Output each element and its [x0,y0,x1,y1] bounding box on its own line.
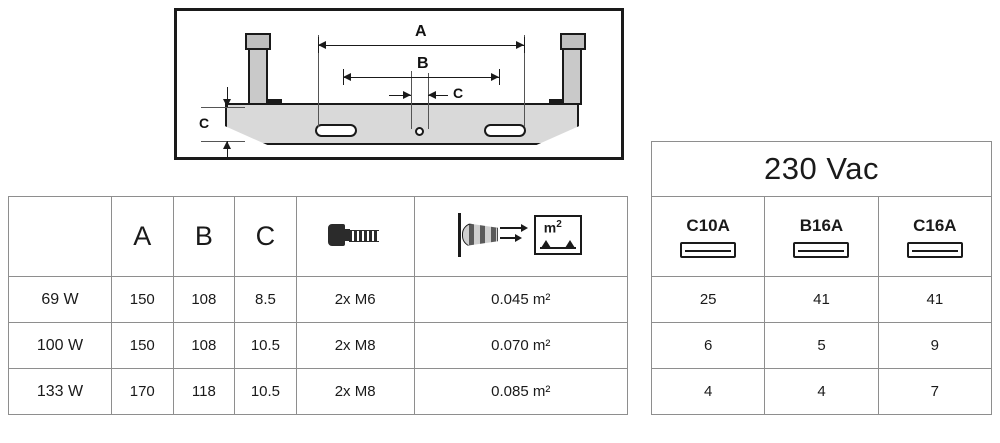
bracket-plate-top-edge [225,103,579,105]
cell-c16a: 41 [878,277,991,323]
mounting-slot-left [315,124,357,137]
specification-table [8,196,628,415]
cell-b16a: 5 [765,323,878,369]
header-a: A [111,197,173,277]
cell-b: 108 [173,323,235,369]
voltage-title-row [652,142,992,197]
dim-line-b [343,77,499,78]
cell-c10a: 4 [652,369,765,415]
cell-c: 8.5 [235,277,297,323]
table-row [9,277,628,323]
fuse-icon [793,242,849,258]
cell-c16a: 9 [878,323,991,369]
cell-b16a: 4 [765,369,878,415]
cell-a: 170 [111,369,173,415]
ext-line-hole-left [411,71,412,129]
dim-c-arrow-in-left [403,91,411,99]
ext-line-hole-right [428,71,429,129]
row-power-label: 133 W [9,369,112,415]
dim-label-c-horizontal: C [449,85,467,101]
fuse-header-c10a [652,197,765,277]
header-b: B [173,197,235,277]
mounting-slot-right [484,124,526,137]
table-row [9,369,628,415]
cell-c: 10.5 [235,369,297,415]
cell-a: 150 [111,323,173,369]
fuse-icon [907,242,963,258]
screw-icon [328,220,382,250]
header-wind-area [414,197,627,277]
dim-a-arrow-right [516,41,524,49]
ext-line-thickness-top [201,107,245,108]
bracket-right-cap [560,33,586,50]
voltage-fuse-table [651,141,992,415]
row-power-label: 69 W [9,277,112,323]
row-power-label: 100 W [9,323,112,369]
dim-b-tick-right [499,69,500,85]
cell-screw: 2x M8 [296,369,414,415]
cell-b: 108 [173,277,235,323]
dim-line-a [318,45,524,46]
fuse-header-row [652,197,992,277]
dim-a-tick-right [524,37,525,53]
table-row [9,323,628,369]
table-row [652,277,992,323]
fuse-header-b16a [765,197,878,277]
cell-c16a: 7 [878,369,991,415]
header-screw [296,197,414,277]
center-hole [415,127,424,136]
cell-area: 0.085 m² [414,369,627,415]
voltage-title: 230 Vac [652,142,992,197]
dim-c-arrow-down [223,99,231,107]
bracket-base-plate [225,103,579,145]
header-c: C [235,197,297,277]
bracket-drawing-panel [174,8,624,160]
header-power-blank [9,197,112,277]
bracket-left-cap [245,33,271,50]
dim-b-arrow-right [491,73,499,81]
dim-a-arrow-left [318,41,326,49]
dim-c-arrow-up [223,141,231,149]
dim-label-a: A [411,23,431,41]
dim-b-tick-left [343,69,344,85]
fuse-label-c16a: C16A [913,215,957,235]
cell-a: 150 [111,277,173,323]
wind-load-area-icon: $m^2$ [456,213,586,257]
dim-label-c-vertical: C [195,115,213,131]
fuse-icon [680,242,736,258]
dim-c-arrow-in-right [428,91,436,99]
cell-c: 10.5 [235,323,297,369]
cell-screw: 2x M8 [296,323,414,369]
cell-c10a: 6 [652,323,765,369]
dim-a-tick-left [318,37,319,53]
dim-b-arrow-left [343,73,351,81]
cell-b16a: 41 [765,277,878,323]
table-header-row [9,197,628,277]
fuse-header-c16a [878,197,991,277]
dim-label-b: B [413,55,433,73]
cell-c10a: 25 [652,277,765,323]
table-row [652,323,992,369]
cell-screw: 2x M6 [296,277,414,323]
cell-b: 118 [173,369,235,415]
cell-area: 0.045 m² [414,277,627,323]
fuse-label-b16a: B16A [799,215,844,235]
cell-area: 0.070 m² [414,323,627,369]
fuse-label-c10a: C10A [686,215,730,235]
bracket-drawing [177,11,621,157]
table-row [652,369,992,415]
